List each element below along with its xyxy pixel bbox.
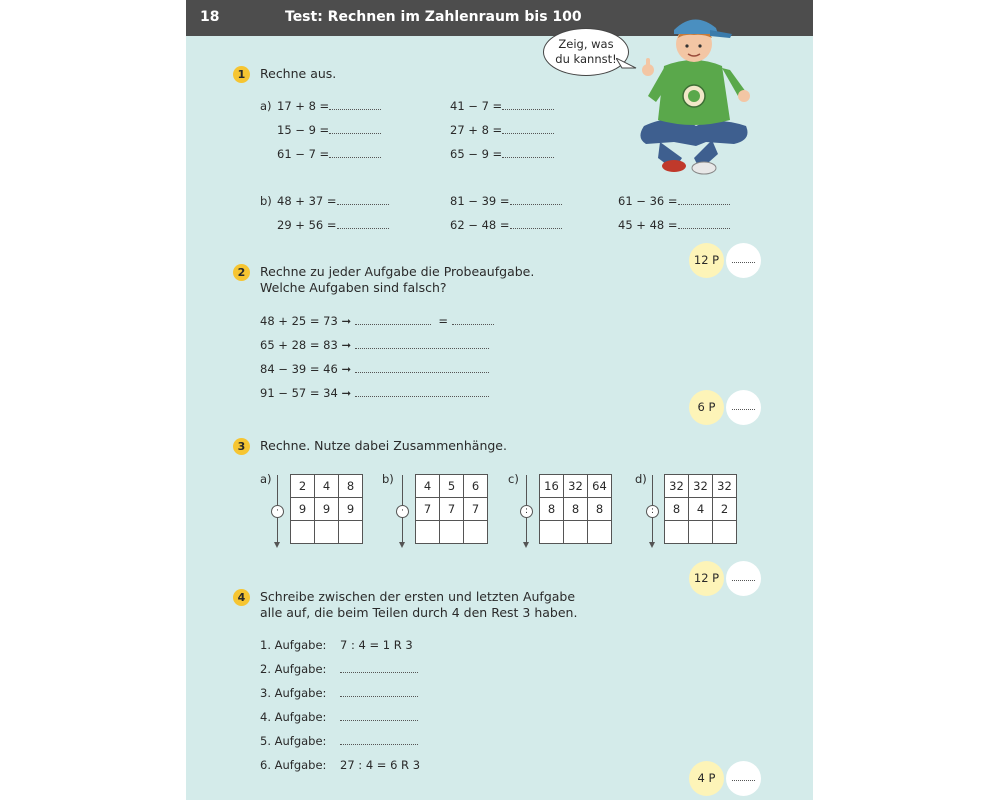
page-number: 18 — [200, 9, 220, 25]
answer-blank[interactable] — [340, 686, 418, 697]
task1-a-col1-1: 15 − 9 = — [277, 123, 381, 137]
task4-number-badge: 4 — [233, 589, 250, 606]
result-cell[interactable] — [665, 521, 689, 544]
task1-score-field[interactable] — [726, 243, 761, 278]
task1-b-col3-0: 61 − 36 = — [618, 194, 730, 208]
task3-c-label: c) — [508, 472, 519, 486]
answer-blank[interactable] — [678, 218, 730, 229]
answer-blank[interactable] — [355, 386, 489, 397]
answer-blank[interactable] — [502, 147, 554, 158]
answer-blank[interactable] — [510, 194, 562, 205]
task1-instruction: Rechne aus. — [260, 66, 337, 81]
task4-instruction-line1: Schreibe zwischen der ersten und letzten Aufgabe — [260, 589, 576, 604]
answer-blank[interactable] — [329, 99, 381, 110]
result-cell[interactable] — [291, 521, 315, 544]
result-cell[interactable] — [540, 521, 564, 544]
answer-blank[interactable] — [452, 314, 494, 325]
task3-instruction: Rechne. Nutze dabei Zusammenhänge. — [260, 438, 507, 453]
answer-blank[interactable] — [340, 710, 418, 721]
answer-blank[interactable] — [337, 194, 389, 205]
task2-equation-1: 65 + 28 = 83 ➞ — [260, 338, 489, 352]
task2-score-field[interactable] — [726, 390, 761, 425]
task3-table-a: 2 4 8 9 9 9 — [290, 474, 363, 544]
task1-b-col3-1: 45 + 48 = — [618, 218, 730, 232]
task3-score-field[interactable] — [726, 561, 761, 596]
task1-a-col2-0: 41 − 7 = — [450, 99, 554, 113]
result-cell[interactable] — [464, 521, 488, 544]
task1-part-b-label: b) — [260, 194, 272, 208]
multiply-icon: · — [271, 505, 284, 518]
result-cell[interactable] — [315, 521, 339, 544]
task2-equation-3: 91 − 57 = 34 ➞ — [260, 386, 489, 400]
arrowhead-icon — [274, 542, 280, 548]
task2-number-badge: 2 — [233, 264, 250, 281]
task1-number-badge: 1 — [233, 66, 250, 83]
task4-item-3: 3. Aufgabe: — [260, 686, 418, 700]
arrowhead-icon — [523, 542, 529, 548]
task2-instruction-line2: Welche Aufgaben sind falsch? — [260, 280, 447, 295]
task2-instruction-line1: Rechne zu jeder Aufgabe die Probeaufgabe. — [260, 264, 535, 279]
answer-blank[interactable] — [329, 147, 381, 158]
task1-a-col2-2: 65 − 9 = — [450, 147, 554, 161]
task3-table-c: 16 32 64 8 8 8 — [539, 474, 612, 544]
task1-b-col1-0: 48 + 37 = — [277, 194, 389, 208]
answer-blank[interactable] — [340, 734, 418, 745]
task2-equation-2: 84 − 39 = 46 ➞ — [260, 362, 489, 376]
answer-blank[interactable] — [678, 194, 730, 205]
task4-score-field[interactable] — [726, 761, 761, 796]
result-cell[interactable] — [588, 521, 612, 544]
task1-b-col2-1: 62 − 48 = — [450, 218, 562, 232]
speech-bubble-line2: du kannst! — [555, 52, 617, 66]
task4-instruction-line2: alle auf, die beim Teilen durch 4 den Rest 3 haben. — [260, 605, 578, 620]
result-cell[interactable] — [689, 521, 713, 544]
task1-a-col1-2: 61 − 7 = — [277, 147, 381, 161]
task1-part-a-label: a) — [260, 99, 272, 113]
answer-blank[interactable] — [337, 218, 389, 229]
task3-a-label: a) — [260, 472, 272, 486]
task3-table-d: 32 32 32 8 4 2 — [664, 474, 737, 544]
speech-bubble-line1: Zeig, was — [558, 37, 614, 51]
arrowhead-icon — [399, 542, 405, 548]
answer-blank[interactable] — [329, 123, 381, 134]
answer-blank[interactable] — [355, 338, 489, 349]
arrowhead-icon — [649, 542, 655, 548]
answer-blank[interactable] — [502, 123, 554, 134]
multiply-icon: · — [396, 505, 409, 518]
task4-item-1: 1. Aufgabe: 7 : 4 = 1 R 3 — [260, 638, 413, 652]
task3-points: 12 P — [689, 561, 724, 596]
result-cell[interactable] — [440, 521, 464, 544]
divide-icon: : — [646, 505, 659, 518]
task3-b-label: b) — [382, 472, 394, 486]
task1-b-col1-1: 29 + 56 = — [277, 218, 389, 232]
worksheet-page — [186, 0, 813, 800]
task1-points: 12 P — [689, 243, 724, 278]
task4-item-6: 6. Aufgabe: 27 : 4 = 6 R 3 — [260, 758, 421, 772]
result-cell[interactable] — [564, 521, 588, 544]
divide-icon: : — [520, 505, 533, 518]
answer-blank[interactable] — [510, 218, 562, 229]
task1-a-col1-0: 17 + 8 = — [277, 99, 381, 113]
task3-number-badge: 3 — [233, 438, 250, 455]
task2-points: 6 P — [689, 390, 724, 425]
task4-item-4: 4. Aufgabe: — [260, 710, 418, 724]
answer-blank[interactable] — [355, 362, 489, 373]
task4-item-5: 5. Aufgabe: — [260, 734, 418, 748]
answer-blank[interactable] — [502, 99, 554, 110]
task3-d-label: d) — [635, 472, 647, 486]
task3-table-b: 4 5 6 7 7 7 — [415, 474, 488, 544]
task1-a-col2-1: 27 + 8 = — [450, 123, 554, 137]
result-cell[interactable] — [416, 521, 440, 544]
task4-points: 4 P — [689, 761, 724, 796]
result-cell[interactable] — [339, 521, 363, 544]
task2-equation-0: 48 + 25 = 73 ➞ = — [260, 314, 494, 328]
boy-character-illustration — [634, 8, 754, 180]
answer-blank[interactable] — [355, 314, 431, 325]
page-title: Test: Rechnen im Zahlenraum bis 100 — [285, 9, 582, 25]
result-cell[interactable] — [713, 521, 737, 544]
answer-blank[interactable] — [340, 662, 418, 673]
task4-item-2: 2. Aufgabe: — [260, 662, 418, 676]
task1-b-col2-0: 81 − 39 = — [450, 194, 562, 208]
